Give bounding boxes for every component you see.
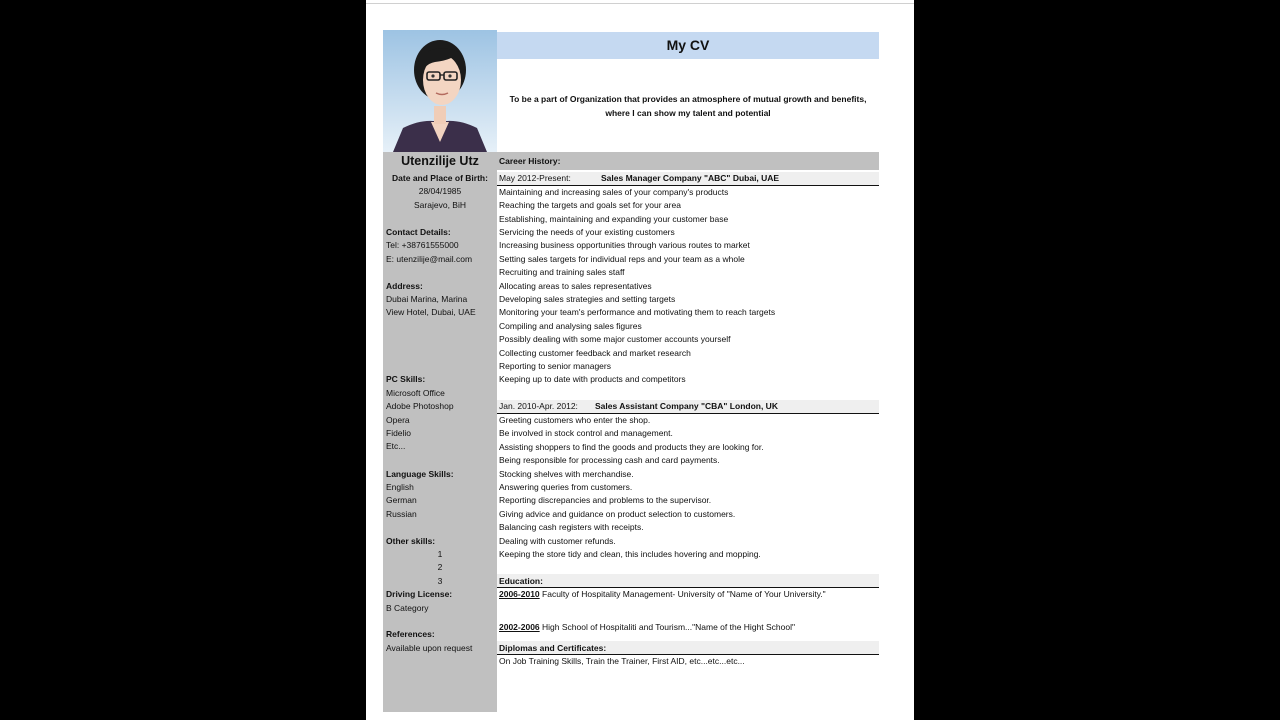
job-duty: Recruiting and training sales staff [499, 267, 625, 277]
pc-skill-item: Etc... [386, 441, 406, 451]
job-duty: Compiling and analysing sales figures [499, 321, 642, 331]
job-duty: Servicing the needs of your existing customers [499, 227, 675, 237]
job-duty: Developing sales strategies and setting targets [499, 294, 676, 304]
job-header [499, 172, 879, 185]
pc-skills-label: PC Skills: [386, 374, 426, 384]
objective-line-2: where I can show my talent and potential [605, 108, 771, 118]
job-duty: Maintaining and increasing sales of your company's products [499, 187, 729, 197]
job-duty: Monitoring your team's performance and motivating them to reach targets [499, 307, 776, 317]
other-skill-item: 2 [437, 562, 443, 572]
address-line-2: View Hotel, Dubai, UAE [386, 307, 476, 317]
driving-license-label: Driving License: [386, 589, 453, 599]
birth-place: Sarajevo, BiH [414, 200, 466, 210]
sidebar-panel [383, 152, 497, 712]
pc-skill-item: Opera [386, 415, 410, 425]
references-label: References: [386, 629, 435, 639]
diplomas-text: On Job Training Skills, Train the Trainer, First AID, etc...etc...etc... [499, 656, 745, 666]
address-label: Address: [386, 281, 423, 291]
job-duty: Reporting discrepancies and problems to the supervisor. [499, 495, 712, 505]
job-duty: Keeping up to date with products and competitors [499, 374, 686, 384]
pc-skill-item: Microsoft Office [386, 388, 445, 398]
job-duty: Stocking shelves with merchandise. [499, 469, 634, 479]
job-position: Sales Manager Company "ABC" Dubai, UAE [601, 173, 780, 183]
career-objective [497, 92, 879, 120]
job-duty: Be involved in stock control and management. [499, 428, 673, 438]
job-duty: Setting sales targets for individual reps and your team as a whole [499, 254, 745, 264]
job-header [499, 400, 879, 413]
profile-photo [383, 30, 497, 152]
education-item [499, 588, 879, 601]
person-name: Utenzilije Utz [401, 154, 479, 168]
cv-title: My CV [497, 32, 879, 59]
references-value: Available upon request [386, 643, 473, 653]
objective-line-1: To be a part of Organization that provides an atmosphere of mutual growth and benefits, [509, 94, 867, 104]
avatar-illustration [383, 30, 497, 152]
address-line-1: Dubai Marina, Marina [386, 294, 468, 304]
job-duty: Giving advice and guidance on product selection to customers. [499, 509, 736, 519]
contact-email: E: utenzilije@mail.com [386, 254, 473, 264]
job-duty: Possibly dealing with some major customer accounts yourself [499, 334, 731, 344]
contact-tel: Tel: +38761555000 [386, 240, 459, 250]
page-top-rule [366, 3, 914, 4]
education-text: Faculty of Hospitality Management- University of "Name of Your University." [542, 589, 826, 599]
job-duty: Increasing business opportunities through various routes to market [499, 240, 750, 250]
other-skill-item: 1 [437, 549, 443, 559]
job-period: Jan. 2010-Apr. 2012: [499, 401, 578, 411]
job-duty: Balancing cash registers with receipts. [499, 522, 644, 532]
job-duty: Being responsible for processing cash and card payments. [499, 455, 720, 465]
job-duty: Collecting customer feedback and market research [499, 348, 691, 358]
education-text: High School of Hospitaliti and Tourism..."Name of the Hight School" [542, 622, 796, 632]
career-history-label: Career History: [499, 156, 561, 166]
language-skills-label: Language Skills: [386, 469, 454, 479]
job-duty: Reaching the targets and goals set for your area [499, 200, 681, 210]
job-duty: Greeting customers who enter the shop. [499, 415, 651, 425]
cv-page [366, 0, 914, 720]
job-duty: Reporting to senior managers [499, 361, 611, 371]
job-duty: Dealing with customer refunds. [499, 536, 616, 546]
birth-date: 28/04/1985 [418, 186, 462, 196]
job-duty: Allocating areas to sales representatives [499, 281, 652, 291]
driving-license-value: B Category [386, 603, 429, 613]
education-years: 2006-2010 [499, 589, 540, 599]
language-item: German [386, 495, 417, 505]
language-item: Russian [386, 509, 417, 519]
language-item: English [386, 482, 414, 492]
diplomas-label: Diplomas and Certificates: [499, 643, 607, 653]
education-item [499, 621, 879, 634]
birth-label: Date and Place of Birth: [392, 173, 488, 183]
job-duty: Answering queries from customers. [499, 482, 633, 492]
contact-label: Contact Details: [386, 227, 451, 237]
pc-skill-item: Fidelio [386, 428, 412, 438]
job-duty: Establishing, maintaining and expanding your customer base [499, 214, 729, 224]
job-duty: Assisting shoppers to find the goods and products they are looking for. [499, 442, 764, 452]
job-duty: Keeping the store tidy and clean, this includes hovering and mopping. [499, 549, 761, 559]
education-years: 2002-2006 [499, 622, 540, 632]
other-skills-label: Other skills: [386, 536, 436, 546]
job-position: Sales Assistant Company "CBA" London, UK [595, 401, 778, 411]
education-label: Education: [499, 576, 543, 586]
other-skill-item: 3 [437, 576, 443, 586]
job-period: May 2012-Present: [499, 173, 571, 183]
pc-skill-item: Adobe Photoshop [386, 401, 454, 411]
